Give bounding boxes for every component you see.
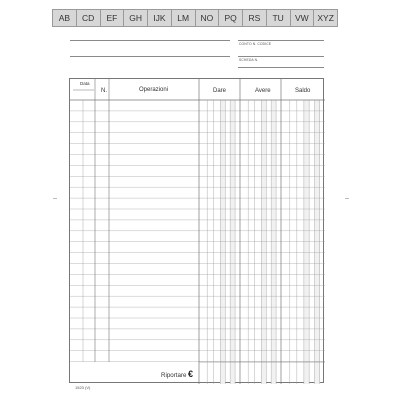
index-tab: GH [123,9,148,27]
address-line [70,56,230,57]
index-tab: EF [100,9,125,27]
amount-shade [304,100,309,384]
header-avere: Avere [255,88,271,94]
index-tab: PQ [218,9,243,27]
header-numero: N. [101,88,107,94]
index-tabs [52,9,338,27]
sheet-number-line [238,56,324,57]
amount-shade [261,100,266,384]
header-data: Data [80,81,90,86]
index-tab: IJK [147,9,172,27]
conto-label: CONTO N. CODICE [239,42,272,46]
index-tab: NO [195,9,220,27]
riportare-label: Riportare [161,372,187,379]
amount-shade [220,100,225,384]
ledger-table [69,78,324,383]
index-tab: XYZ [313,9,338,27]
index-tab: CD [76,9,101,27]
header-operazioni: Operazioni [139,87,169,93]
form-separator-line [238,67,324,68]
index-tab: TU [266,9,291,27]
euro-symbol: € [188,369,194,379]
account-name-line [70,40,230,41]
amount-shade [314,100,319,384]
amount-shade [230,100,235,384]
form-code: 1523 (V) [75,385,91,390]
index-tab: AB [52,9,77,27]
header-dare: Dare [213,88,227,94]
index-tab: RS [242,9,267,27]
index-tab: VW [290,9,315,27]
header-saldo: Saldo [295,88,311,94]
account-number-line [238,40,324,41]
margin-mark [53,198,57,199]
ledger-grid [70,79,325,384]
scheda-label: SCHEDA N. [239,58,259,62]
index-tab: LM [171,9,196,27]
margin-mark [345,198,349,199]
amount-shade [271,100,276,384]
